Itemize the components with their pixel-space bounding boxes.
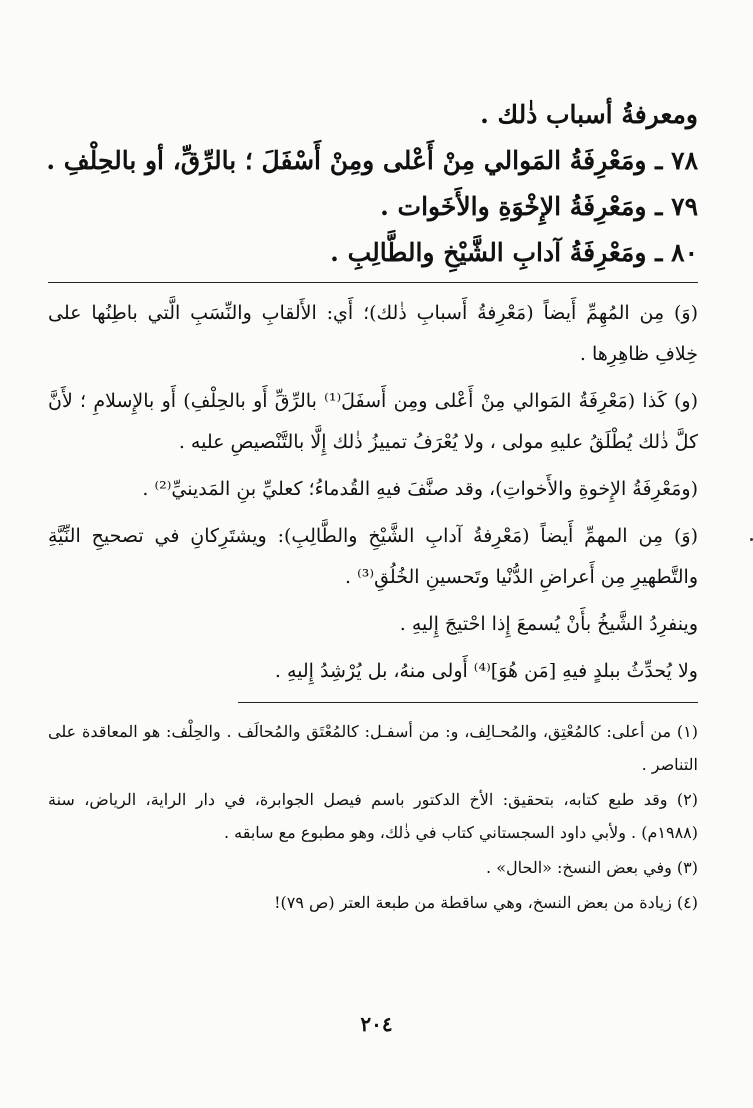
book-page xyxy=(48,92,698,921)
matn-line: ٧٩ ـ ومَعْرِفَةُ الإِخْوَةِ والأَخَوات . xyxy=(380,192,698,221)
commentary-paragraph: (و) كَذا (مَعْرِفَةُ المَوالي مِنْ أَعْلى ومِن أَسفَلَ⁽¹⁾ بالرِّقِّ أَو بالحِلْفِ) أَو بالإِسلامِ ؛ لأَنَّ كلَّ ذٰلك يُطْلَقُ عليهِ مولى ، ولا يُعْرَفُ تمييزُ ذٰلك إِلَّا بالتَّنْصيصِ عليه . xyxy=(48,390,698,453)
matn-line: ٧٨ ـ ومَعْرِفَةُ المَوالي مِنْ أَعْلى ومِنْ أَسْفَلَ ؛ بالرِّقِّ، أو بالحِلْفِ . xyxy=(46,146,698,175)
matn-line: ٨٠ ـ ومَعْرِفَةُ آدابِ الشَّيْخِ والطَّالِبِ . xyxy=(330,238,698,267)
matn-line: ومعرفةُ أسباب ذٰلك . xyxy=(480,100,698,129)
footnote: (٢) وقد طبع كتابه، بتحقيق: الأخ الدكتور باسم فيصل الجوابرة، في دار الراية، الرياض، سنة (١٩٨٨م) . ولأبي داود السجستاني كتاب في ذٰلك، وهو مطبوع مع سابقه . xyxy=(48,790,698,842)
commentary-paragraph: (ومَعْرِفَةُ الإِخوةِ والأَخواتِ)، وقد صنَّفَ فيهِ القُدماءُ؛ كعليِّ بنِ المَدينيِّ⁽²⁾ . xyxy=(142,478,698,500)
commentary-paragraph: وينفرِدُ الشَّيخُ بأَنْ يُسمعَ إِذا احْتيجَ إِليهِ . xyxy=(399,613,698,635)
footnote: (١) من أعلى: كالمُعْتِق، والمُحـالِف، و: من أسفـل: كالمُعْتَق والمُحالَف . والحِلْف: هو المعاقدة على التناصر . xyxy=(48,722,698,774)
footnotes-section xyxy=(48,715,698,919)
page-number: ٢٠٤ xyxy=(360,1012,393,1036)
commentary-section xyxy=(48,293,698,692)
footnote-divider xyxy=(238,702,698,703)
footnote: (٤) زيادة من بعض النسخ، وهي ساقطة من طبعة العتر (ص ٧٩)! xyxy=(274,893,698,912)
footnote: (٣) وفي بعض النسخ: «الحال» . xyxy=(486,858,698,877)
commentary-paragraph: ولا يُحدِّثُ ببلدٍ فيهِ [مَن هُوَ]⁽⁴⁾ أَولى منهُ، بل يُرْشِدُ إِليهِ . xyxy=(274,660,698,682)
matn-section xyxy=(48,92,698,276)
commentary-paragraph: (وَ) مِن المهمِّ أَيضاً (مَعْرِفةُ آدابِ الشَّيْخِ والطَّالِبِ): ويشتَرِكانِ في تصحيحِ النِّيَّةِ والتَّطهيرِ مِن أَعراضِ الدُّنْيا وتَحسينِ الخُلُقِ⁽³⁾ . xyxy=(48,525,698,588)
section-divider xyxy=(48,282,698,283)
commentary-paragraph: (وَ) مِن المُهِمِّ أَيضاً (مَعْرِفةُ أَسبابِ ذٰلك)؛ أَي: الأَلقابِ والنِّسَبِ الَّتي باطِنُها على خِلافِ ظاهِرِها . xyxy=(48,302,698,365)
